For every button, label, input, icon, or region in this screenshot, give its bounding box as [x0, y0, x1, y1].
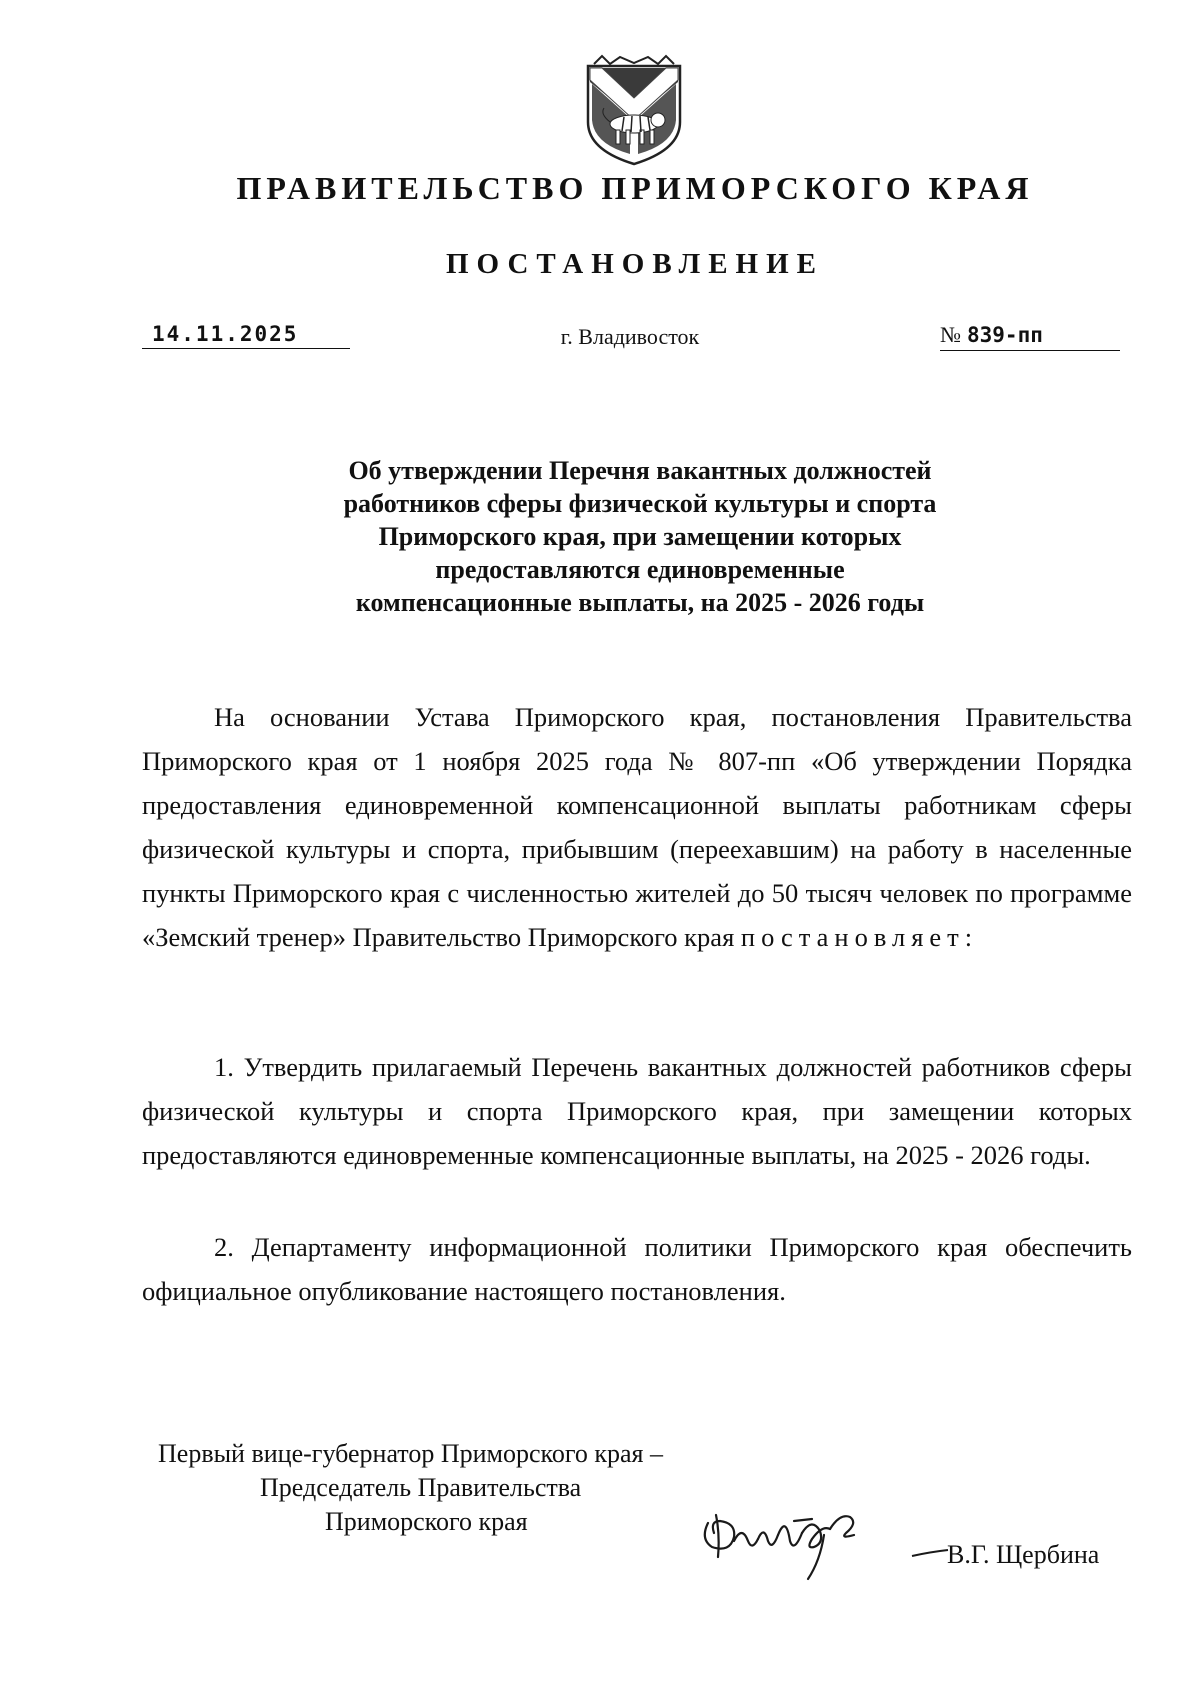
position-line-2: Председатель Правительства: [260, 1473, 582, 1502]
document-date: 14.11.2025: [142, 322, 350, 349]
subject-line: предоставляются единовременные: [435, 555, 845, 584]
signatory-position: [150, 1437, 750, 1539]
document-meta-row: [0, 322, 1200, 362]
document-subject: [260, 454, 1020, 619]
subject-line: Об утверждении Перечня вакантных должностей: [348, 456, 932, 485]
document-city: г. Владивосток: [560, 324, 700, 349]
document-number: [940, 322, 1120, 351]
preamble-text: На основании Устава Приморского края, постановления Правительства Приморского края от 1 ноября 2025 года № 807-пп «Об утверждении Порядка предоставления единовременной компенсационной выплаты работникам сферы физической культуры и спорта, прибывшим (переехавшим) на работу в населенные пункты Приморского края с численностью жителей до 50 тысяч человек по программе «Земский тренер» Правительство Приморского края: [142, 702, 1132, 952]
preamble-paragraph: [142, 695, 1132, 959]
document-type: ПОСТАНОВЛЕНИЕ: [445, 248, 824, 280]
coat-of-arms-icon: [580, 54, 688, 166]
handwritten-signature-icon: [690, 1495, 910, 1585]
decree-item-1: 1. Утвердить прилагаемый Перечень вакантных должностей работников сферы физической культуры и спорта Приморского края, при замещении которых предоставляются единовременные компенсационные выплаты, на 2025 - 2026 годы.: [142, 1052, 1132, 1170]
government-title: ПРАВИТЕЛЬСТВО ПРИМОРСКОГО КРАЯ: [236, 170, 1034, 206]
decree-word: постановляет:: [740, 922, 979, 952]
subject-line: Приморского края, при замещении которых: [378, 522, 902, 551]
signer-name: В.Г. Щербина: [947, 1540, 1100, 1569]
signature-dash-icon: [910, 1548, 950, 1560]
subject-line: работников сферы физической культуры и спорта: [343, 489, 937, 518]
number-value: 839-пп: [967, 323, 1043, 347]
decree-item-2: 2. Департаменту информационной политики Приморского края обеспечить официальное опубликование настоящего постановления.: [142, 1232, 1132, 1306]
position-line-3: Приморского края: [325, 1507, 528, 1536]
subject-line: компенсационные выплаты, на 2025 - 2026 годы: [355, 588, 925, 617]
position-line-1: Первый вице-губернатор Приморского края –: [158, 1439, 663, 1468]
number-label: №: [940, 322, 961, 347]
